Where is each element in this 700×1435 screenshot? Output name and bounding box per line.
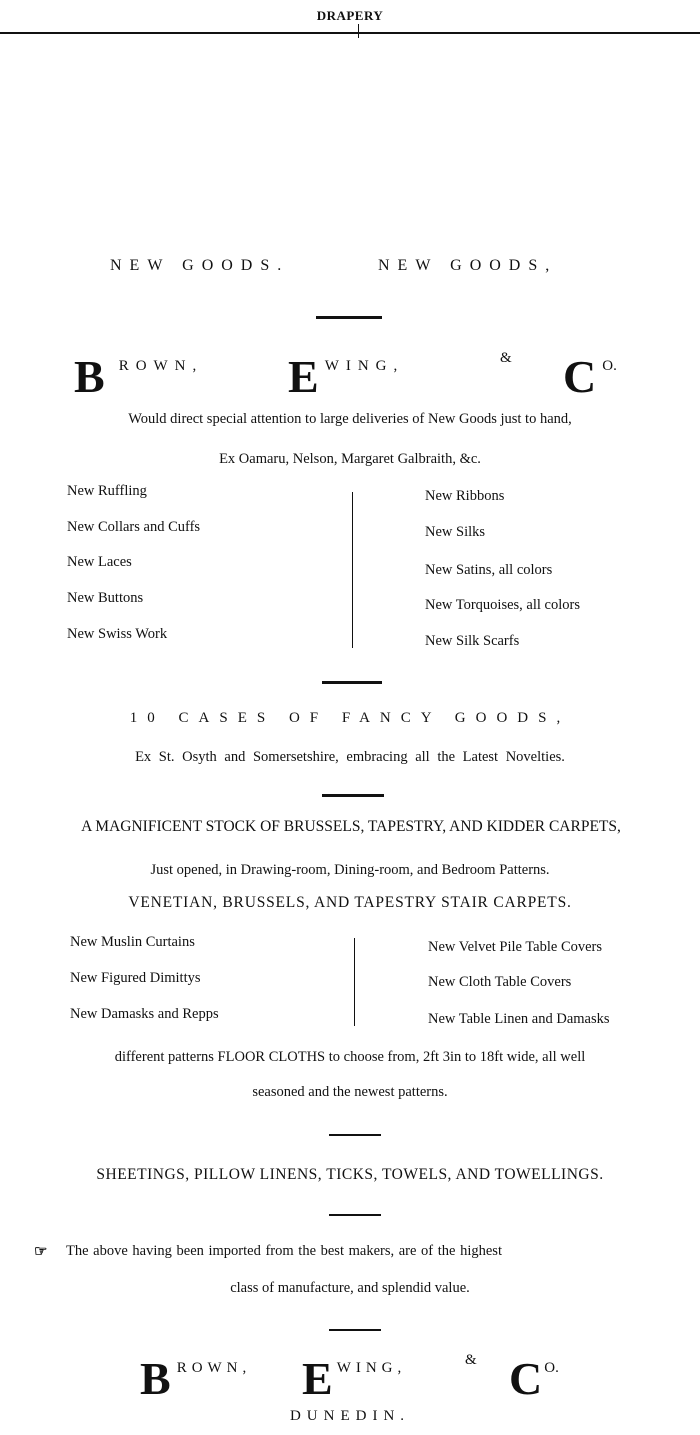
list-item: New Cloth Table Covers — [428, 974, 572, 990]
list-item: New Buttons — [67, 590, 144, 606]
footer-firm-co: C O. — [509, 1353, 559, 1404]
list-item: New Collars and Cuffs — [67, 519, 201, 535]
list-item: New Ruffling — [67, 483, 147, 499]
firm-name-ewing: EWING, — [288, 351, 405, 402]
footer-firm-brown: BROWN, — [140, 1353, 252, 1404]
divider-rule — [329, 1134, 381, 1136]
note-line-2: class of manufacture, and splendid value. — [230, 1280, 470, 1296]
divider-rule — [322, 794, 384, 797]
carpets-heading: A MAGNIFICENT STOCK OF BRUSSELS, TAPESTRY, AND KIDDER CARPETS, — [81, 818, 621, 835]
firm-name-amp: & — [500, 350, 519, 366]
firm-name-co: C O. — [563, 351, 617, 402]
sheetings-heading: SHEETINGS, PILLOW LINENS, TICKS, TOWELS, AND TOWELLINGS. — [96, 1166, 604, 1183]
firm-name-brown: BROWN, — [74, 351, 204, 402]
column-divider — [354, 938, 355, 1026]
list-item: New Swiss Work — [67, 626, 168, 642]
header-rule — [0, 32, 700, 34]
divider-rule — [329, 1214, 381, 1216]
list-item: New Laces — [67, 554, 132, 570]
fancy-goods-line: Ex St. Osyth and Somersetshire, embracing all the Latest Novelties. — [135, 749, 565, 765]
divider-rule — [316, 316, 382, 319]
list-item: New Velvet Pile Table Covers — [428, 939, 603, 955]
heading-new-goods-right: NEW GOODS, — [378, 257, 558, 274]
list-item: New Silk Scarfs — [425, 633, 520, 649]
note-line-1: The above having been imported from the best makers, are of the highest — [66, 1243, 502, 1259]
list-item: New Figured Dimittys — [70, 970, 201, 986]
intro-line-1: Would direct special attention to large deliveries of New Goods just to hand, — [128, 411, 572, 427]
stair-carpets-heading: VENETIAN, BRUSSELS, AND TAPESTRY STAIR CARPETS. — [128, 894, 572, 911]
footer-firm-ewing: EWING, — [302, 1353, 407, 1404]
section-header: DRAPERY — [316, 8, 384, 23]
list-item: New Ribbons — [425, 488, 505, 504]
divider-rule — [329, 1329, 381, 1331]
list-item: New Satins, all colors — [425, 562, 553, 578]
heading-new-goods-left: NEW GOODS. — [110, 257, 290, 274]
fancy-goods-heading: 10 CASES OF FANCY GOODS, — [129, 710, 571, 726]
floor-cloths-line-1: different patterns FLOOR CLOTHS to choose from, 2ft 3in to 18ft wide, all well — [114, 1049, 586, 1065]
divider-rule — [322, 681, 382, 684]
header-tick — [358, 24, 359, 38]
list-item: New Torquoises, all colors — [425, 597, 580, 613]
list-item: New Damasks and Repps — [70, 1006, 219, 1022]
carpets-line: Just opened, in Drawing-room, Dining-room, and Bedroom Patterns. — [150, 862, 550, 878]
footer-firm-amp: & — [465, 1352, 484, 1368]
list-item: New Silks — [425, 524, 486, 540]
intro-line-2: Ex Oamaru, Nelson, Margaret Galbraith, &c. — [219, 451, 481, 467]
column-divider — [352, 492, 353, 648]
list-item: New Table Linen and Damasks — [428, 1011, 610, 1027]
pointing-hand-icon: ☞ — [34, 1244, 48, 1260]
footer-city: DUNEDIN. — [289, 1408, 411, 1424]
floor-cloths-line-2: seasoned and the newest patterns. — [252, 1084, 448, 1100]
list-item: New Muslin Curtains — [70, 934, 195, 950]
